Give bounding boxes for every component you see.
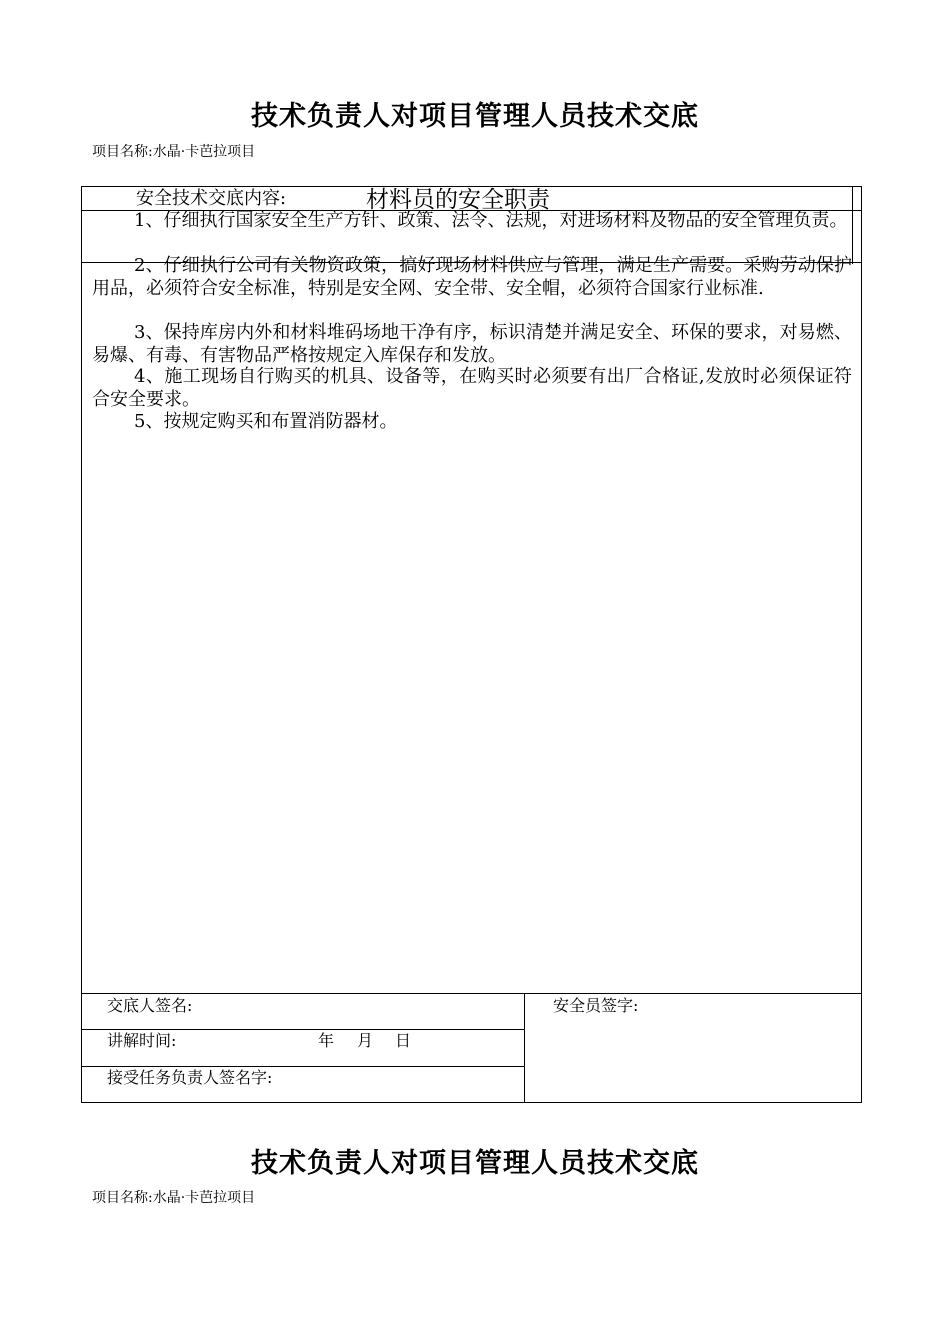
safety-officer-signature-label: 安全员签字: [553,996,639,1015]
content-title: 材料员的安全职责 [366,187,550,213]
day-label: 日 [395,1031,412,1050]
duty-item-3: 3、保持库房内外和材料堆码场地干净有序，标识清楚并满足安全、环保的要求，对易燃、易爆、有毒、有害物品严格按规定入库保存和发放。 [92,322,852,366]
month-label: 月 [357,1031,374,1050]
signature-row-line-2 [81,1066,524,1067]
project-name: 项目名称:水晶·卡芭拉项目 [92,144,256,160]
duty-item-5: 5、按规定购买和布置消防器材。 [134,411,398,432]
receiver-signature-label: 接受任务负责人签名字: [107,1068,273,1087]
signature-row-line-1 [81,1029,524,1030]
signature-column-divider [524,993,525,1103]
table-divider-right [852,186,853,264]
duty-item-2: 2、仔细执行公司有关物资政策，搞好现场材料供应与管理，满足生产需要。采购劳动保护用品，必须符合安全标准，特别是安全网、安全带、安全帽，必须符合国家行业标准. [92,255,852,299]
document-title: 技术负责人对项目管理人员技术交底 [251,101,699,132]
discloser-signature-label: 交底人签名: [107,996,193,1015]
project-name-2: 项目名称:水晶·卡芭拉项目 [92,1190,256,1206]
document-title-2: 技术负责人对项目管理人员技术交底 [251,1148,699,1179]
duty-item-1: 1、仔细执行国家安全生产方针、政策、法令、法规，对进场材料及物品的安全管理负责。 [134,210,848,231]
signature-area-top [81,993,862,994]
year-label: 年 [318,1031,335,1050]
explain-time-label: 讲解时间: [107,1031,177,1050]
duty-item-4: 4、施工现场自行购买的机具、设备等，在购买时必须要有出厂合格证,发放时必须保证符合安全要求。 [92,366,852,410]
content-label: 安全技术交底内容: [136,188,287,209]
